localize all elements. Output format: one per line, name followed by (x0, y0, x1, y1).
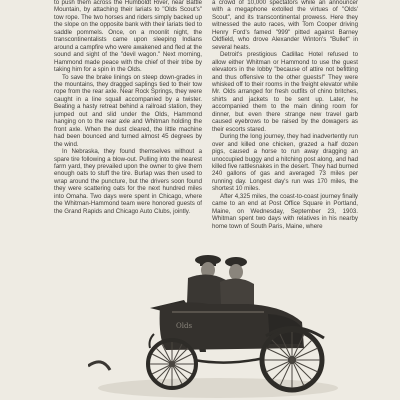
svg-text:Olds: Olds (176, 322, 193, 330)
right-paragraph-1: a crowd of 10,000 spectators while an announcer with a megaphone extolled the virtues of "Olds' Scout", and its transcontinental prowess. Here they witnessed the auto races, with Tom Cooper driving Henry Ford's famed "999" pitted against Barney Oldfield, who drove Alexander Winton's "Bullet" in several heats. (212, 0, 358, 51)
right-paragraph-4: After 4,325 miles, the coast-to-coast journey finally came to an end at Post Office Square in Portland, Maine, on Wednesday, September 23, 1903. Whitman spent two days with relatives in his nearby home town of South Paris, Maine, where (212, 192, 358, 230)
right-paragraph-2: Detroit's prestigious Cadillac Hotel refused to allow either Whitman or Hammond to use the guest elevators in the lobby "because of attire not befitting and thus offensive to the other guests!" They were whisked off to their rooms in the freight elevator while Mr. Olds arranged for fresh outfits of chino britches, shirts and jackets to be sent up. Later, he accompanied them to the main dining room for dinner, but even there strange new travel garb caused eyebrows to be raised by the dowagers as their escorts stared. (212, 51, 358, 133)
vintage-car-photo-icon (88, 248, 346, 400)
vintage-car-photo (88, 248, 346, 400)
right-text-column (212, 0, 358, 230)
left-paragraph-2: To save the brake linings on steep down-grades in the mountains, they dragged saplings tied to their tow rope from the rear axle. Near Rock Springs, they were caught in a line squall accompanied by a twister. Beating a hasty retreat behind a railroad station, they jumped out and slid under the Olds, Hammond hanging on to the rear axle and Whitman holding the front axle. When the dust cleared, the little machine had been bounced and turned almost 45 degrees by the wind. (54, 73, 202, 148)
left-paragraph-1: to push them across the Humboldt River, near Battle Mountain, by attaching their lariats to "Olds Scout's" tow rope. The two horses and riders simply backed up the slope on the opposite bank with their lariats tied to saddle pommels. Once, on a moonlit night, the transcontinentalists came upon sleeping Indians around a campfire who were awakened and fled at the sound and sight of the "devil wagon." Next morning, Hammond made peace with the chief of their tribe by taking him for a spin in the Olds. (54, 0, 202, 74)
left-text-column (54, 0, 202, 215)
right-paragraph-3: During the long journey, they had inadvertently run over and killed one chicken, grazed a half dozen pigs, caused a horse to run away dragging an unoccupied buggy and a hitching post along, and had killed five rattlesnakes in the desert. They had burned 240 gallons of gas and averaged 73 miles per running day. Longest day's run was 170 miles, the shortest 10 miles. (212, 133, 358, 193)
left-paragraph-3: In Nebraska, they found themselves without a spare tire following a blow-out. Pulling into the nearest farm yard, they prevailed upon the owner to give them enough oats to stuff the tire. Burlap was then used to wrap around the puncture, but the drivers soon found they were scattering oats for the next hundred miles into Omaha. Two days were spent in Chicago, where the Whitman-Hammond team were honored guests of the Grand Rapids and Chicago Auto Clubs, jointly. (54, 148, 202, 215)
